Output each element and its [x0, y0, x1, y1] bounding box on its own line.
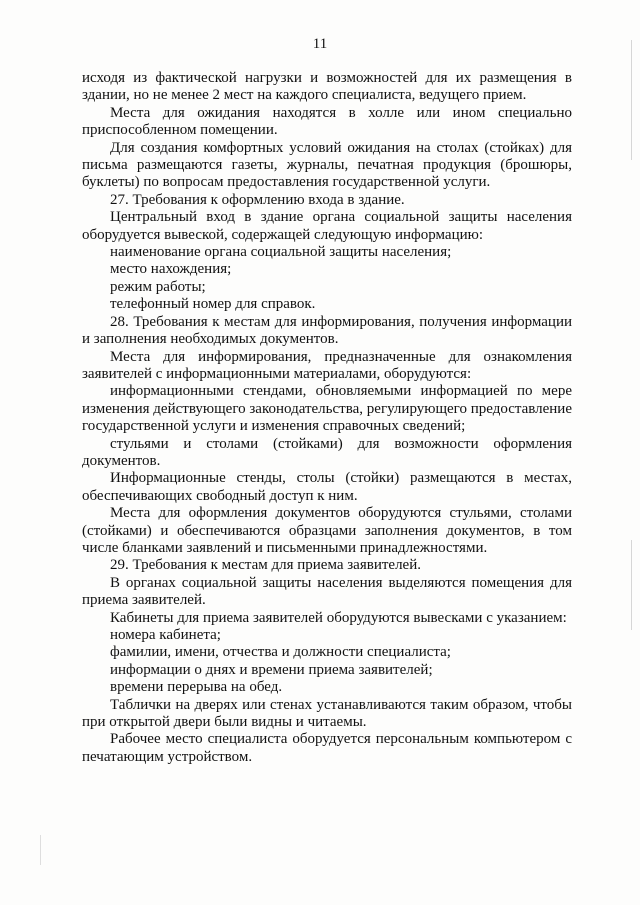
paragraph: стульями и столами (стойками) для возможности оформления документов.	[82, 435, 572, 469]
paragraph: Рабочее место специалиста оборудуется персональным компьютером с печатающим устройством.	[82, 731, 572, 765]
list-item: времени перерыва на обед.	[110, 679, 283, 696]
page-number: 11	[312, 36, 328, 52]
paragraph: Центральный вход в здание органа социальной защиты населения оборудуется вывеской, содержащей следующую информацию:	[82, 209, 572, 243]
list-item: фамилии, имени, отчества и должности специалиста;	[110, 644, 451, 661]
paragraph: Таблички на дверях или стенах устанавливаются таким образом, чтобы при открытой двери были видны и читаемы.	[82, 696, 572, 731]
document-body	[82, 70, 572, 766]
list-item: номера кабинета;	[110, 627, 221, 643]
paragraph: Для создания комфортных условий ожидания на столах (стойках) для письма размещаются газеты, журналы, печатная продукция (брошюры, буклеты) по вопросам предоставления государственной услуги.	[82, 139, 572, 191]
paragraph: Места для оформления документов оборудуются стульями, столами (стойками) и обеспечиваются образцами заполнения документов, в том числе бланками заявлений и письменными принадлежностями.	[82, 505, 572, 556]
paragraph: Кабинеты для приема заявителей оборудуются вывесками с указанием:	[110, 609, 567, 626]
section-heading-28: 28. Требования к местам для информирования, получения информации и заполнения необходимых документов.	[82, 313, 572, 348]
paragraph: В органах социальной защиты населения выделяются помещения для приема заявителей.	[82, 574, 572, 609]
paragraph: информационными стендами, обновляемыми информацией по мере изменения действующего законодательства, регулирующего предоставление государственной услуги и изменения справочных сведений;	[82, 383, 572, 435]
scan-edge-mark	[40, 835, 41, 865]
list-item: телефонный номер для справок.	[110, 296, 316, 313]
list-item: информации о днях и времени приема заявителей;	[110, 661, 433, 678]
section-heading-27: 27. Требования к оформлению входа в здание.	[110, 191, 405, 208]
scan-edge-line	[631, 540, 632, 630]
paragraph: Информационные стенды, столы (стойки) размещаются в местах, обеспечивающих свободный доступ к ним.	[82, 470, 572, 504]
list-item: режим работы;	[110, 278, 206, 295]
paragraph: Места для информирования, предназначенные для ознакомления заявителей с информационными материалами, оборудуются:	[82, 348, 572, 382]
list-item: место нахождения;	[110, 261, 232, 278]
list-item: наименование органа социальной защиты населения;	[110, 244, 452, 261]
paragraph: Места для ожидания находятся в холле или ином специально приспособленном помещении.	[82, 104, 572, 139]
scan-edge-line	[631, 40, 632, 160]
paragraph: исходя из фактической нагрузки и возможностей для их размещения в здании, но не менее 2 мест на каждого специалиста, ведущего прием.	[82, 70, 572, 104]
section-heading-29: 29. Требования к местам для приема заявителей.	[110, 557, 421, 574]
